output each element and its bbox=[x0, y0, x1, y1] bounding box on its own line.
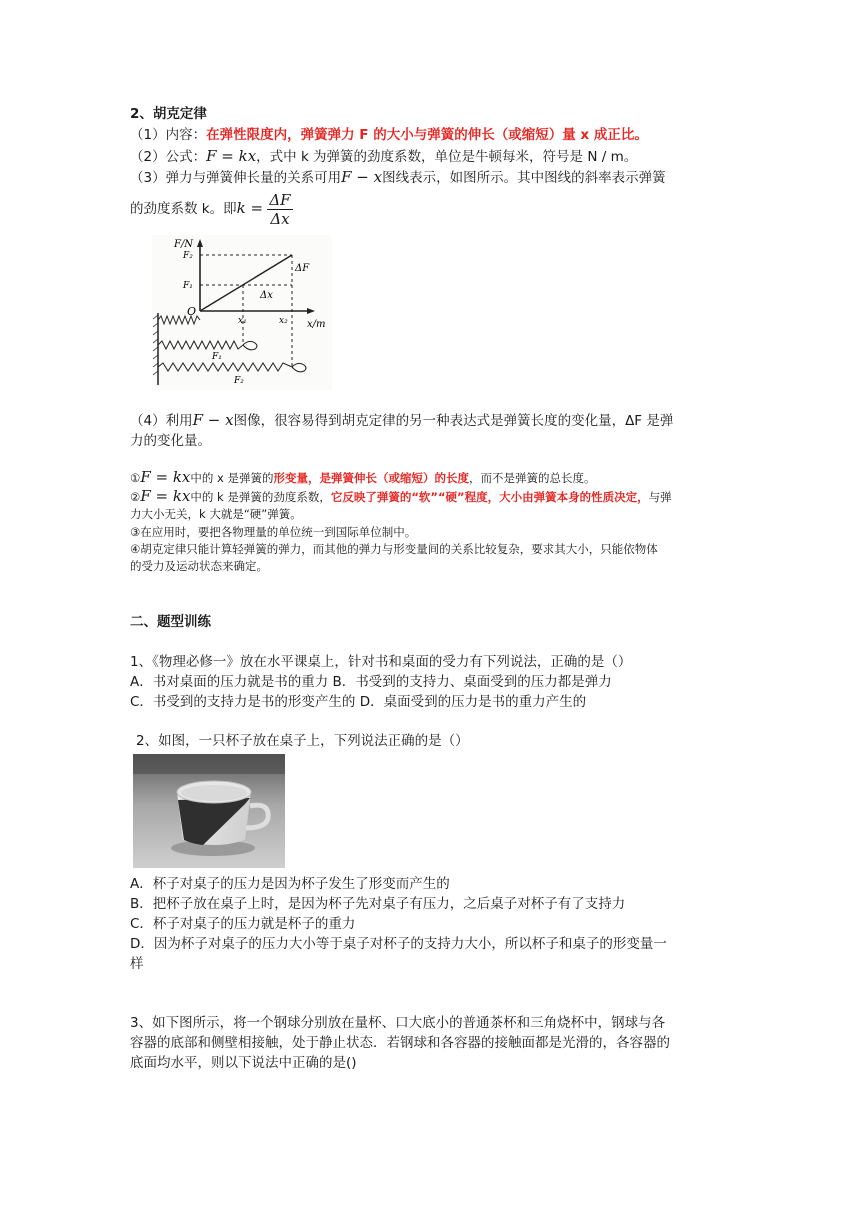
section-heading-hooke: 2、胡克定律 bbox=[130, 106, 207, 122]
origin-label: O bbox=[187, 305, 197, 318]
question-2-option-d: D．因为杯子对桌子的压力大小等于桌子对杯子的支持力大小，所以杯子和桌子的形变量一 bbox=[130, 936, 667, 952]
item-3-line-2 bbox=[130, 188, 293, 229]
x2-tick-label: x₂ bbox=[279, 316, 288, 326]
note-2-emphasis: 它反映了弹簧的“软”“硬”程度，大小由弹簧本身的性质决定， bbox=[330, 490, 649, 504]
note-2-text-b: 与弹 bbox=[648, 490, 672, 504]
note-1-text-a: 中的 x 是弹簧的 bbox=[190, 471, 274, 485]
item-2-prefix: （2）公式： bbox=[130, 149, 207, 165]
question-2-stem: 2、如图，一只杯子放在桌子上，下列说法正确的是（） bbox=[136, 733, 469, 749]
spring-force-f2-label: F₂ bbox=[234, 376, 244, 386]
note-1-emphasis: 形变量，是弹簧伸长（或缩短）的长度 bbox=[273, 471, 469, 485]
fraction-denominator: Δx bbox=[270, 209, 290, 228]
note-1-text-b: ，而不是弹簧的总长度。 bbox=[469, 471, 596, 485]
question-3-line-3: 底面均水平，则以下说法中正确的是() bbox=[130, 1055, 357, 1071]
note-3: ③在应用时，要把各物理量的单位统一到国际单位制中。 bbox=[130, 525, 417, 539]
item-4-line-2: 力的变化量。 bbox=[130, 433, 211, 449]
item-3-eq: k = bbox=[236, 199, 264, 217]
note-4-line-2: 的受力及运动状态来确定。 bbox=[130, 559, 268, 573]
item-4-text: 图像，很容易得到胡克定律的另一种表达式是弹簧长度的变化量，ΔF 是弹 bbox=[233, 413, 674, 429]
item-3-text: 图线表示，如图所示。其中图线的斜率表示弹簧 bbox=[382, 170, 666, 186]
question-2-option-a: A．杯子对桌子的压力是因为杯子发生了形变而产生的 bbox=[130, 876, 450, 892]
delta-f-label: ΔF bbox=[295, 263, 310, 274]
delta-x-label: Δx bbox=[260, 290, 273, 301]
y-axis-label: F/N bbox=[174, 239, 194, 250]
note-2-formula: F = kx bbox=[140, 487, 191, 505]
note-2-mark: ② bbox=[130, 490, 141, 504]
item-1-emphasis: 在弹性限度内，弹簧弹力 F 的大小与弹簧的伸长（或缩短）量 x 成正比。 bbox=[206, 127, 648, 143]
spring-force-f1-label: F₁ bbox=[212, 352, 222, 362]
question-3-line-1: 3、如下图所示，将一个钢球分别放在量杯、口大底小的普通茶杯和三角烧杯中，钢球与各 bbox=[130, 1015, 666, 1031]
fraction-numerator: ΔF bbox=[269, 190, 291, 209]
item-1-content bbox=[130, 125, 648, 145]
note-2-line-2: 力大小无关，k 大就是“硬”弹簧。 bbox=[130, 507, 302, 521]
question-2-option-c: C．杯子对桌子的压力就是杯子的重力 bbox=[130, 916, 356, 932]
f-x-graph-figure bbox=[152, 235, 332, 390]
note-2-text-a: 中的 k 是弹簧的劲度系数， bbox=[190, 490, 331, 504]
question-3-line-2: 容器的底部和侧壁相接触，处于静止状态．若钢球和各容器的接触面都是光滑的，各容器的 bbox=[130, 1035, 670, 1051]
note-1 bbox=[130, 469, 596, 487]
item-3-formula-math: F − x bbox=[341, 168, 383, 186]
item-3-graph-relation bbox=[130, 167, 666, 188]
item-4-formula-math: F − x bbox=[192, 411, 234, 429]
question-2-option-d-line-2: 样 bbox=[130, 956, 144, 972]
question-1-options-ab: A．书对桌面的压力就是书的重力 B．书受到的支持力、桌面受到的压力都是弹力 bbox=[130, 674, 612, 690]
x1-tick-label: x₁ bbox=[238, 316, 247, 326]
f2-tick-label: F₂ bbox=[183, 251, 193, 261]
item-3-prefix: （3）弹力与弹簧伸长量的关系可用 bbox=[130, 170, 342, 186]
x-axis-label: x/m bbox=[307, 319, 326, 330]
note-1-mark: ① bbox=[130, 471, 141, 485]
delta-f-over-delta-x-fraction bbox=[267, 191, 292, 228]
item-4-alt-expression bbox=[130, 410, 673, 431]
f1-tick-label: F₁ bbox=[183, 281, 193, 291]
note-1-formula: F = kx bbox=[140, 468, 191, 486]
question-1-options-cd: C．书受到的支持力是书的形变产生的 D．桌面受到的压力是书的重力产生的 bbox=[130, 694, 587, 710]
section-heading-training: 二、题型训练 bbox=[130, 614, 211, 630]
item-2-text: ，式中 k 为弹簧的劲度系数，单位是牛顿每米，符号是 N / m。 bbox=[256, 149, 638, 165]
note-4-line-1: ④胡克定律只能计算轻弹簧的弹力，而其他的弹力与形变量间的关系比较复杂，要求其大小，只能依物体 bbox=[130, 542, 658, 556]
item-3-line2-text: 的劲度系数 k。即 bbox=[130, 201, 237, 217]
item-2-formula bbox=[130, 146, 637, 167]
note-2 bbox=[130, 488, 672, 506]
question-1-stem: 1、《物理必修一》放在水平课桌上，针对书和桌面的受力有下列说法，正确的是（） bbox=[130, 654, 632, 670]
item-2-formula-math: F = kx bbox=[206, 147, 257, 165]
item-4-prefix: （4）利用 bbox=[130, 413, 193, 429]
question-2-option-b: B．把杯子放在桌子上时，是因为杯子先对桌子有压力，之后桌子对杯子有了支持力 bbox=[130, 896, 626, 912]
cup-photo bbox=[133, 754, 285, 868]
item-1-prefix: （1）内容： bbox=[130, 127, 207, 143]
